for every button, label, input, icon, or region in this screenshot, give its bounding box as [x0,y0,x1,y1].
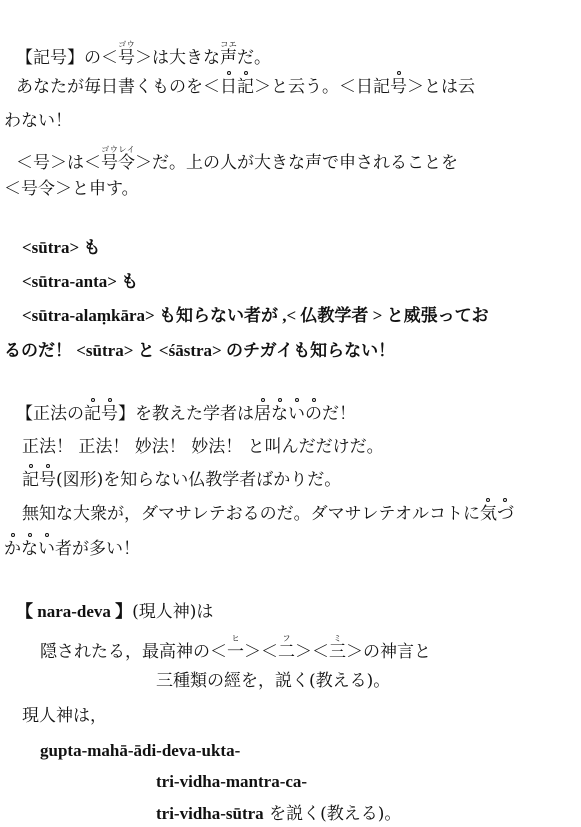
text: 三種類の經を，説く(教える)。 [156,671,391,691]
dotted-char: い [288,404,305,424]
line-13 [22,503,514,525]
line-18 [22,705,107,727]
text: ＜号＞は＜ [16,153,101,173]
ruby-go: 号ゴウ [118,40,135,68]
line-16 [40,634,431,663]
line-2 [16,76,475,98]
text: 者が多い！ [55,539,140,559]
dotted-char: 記 [237,77,254,97]
text: るのだ！ <sūtra> と <śāstra> のチガイも知らない！ [4,341,396,360]
line-5 [4,178,139,200]
text: を説く(教える)。 [263,804,402,824]
text: gupta-mahā-ādi-deva-ukta- [40,741,241,760]
ruby-mi: 三ミ [329,634,346,662]
text: 】を教えた学者は [118,404,254,424]
text: ＞の神言と [346,642,431,662]
dotted-char: 号 [390,77,407,97]
line-6 [22,237,100,259]
line-7 [22,271,138,293]
line-11 [22,436,384,458]
text: 正法！ 正法！ 妙法！ 妙法！ と叫んだだけだ。 [22,437,384,457]
dotted-char: 号 [39,470,56,490]
line-4 [16,145,458,174]
dotted-char: づ [496,504,514,524]
dotted-char: か [4,539,21,559]
line-12 [22,469,341,491]
text: あなたが毎日書くものを＜ [16,77,220,97]
line-15 [16,601,213,623]
text: ＞とは云 [407,77,475,97]
ruby-fu: 二フ [278,634,295,662]
line-3 [4,110,72,132]
text: 現人神は， [22,706,107,726]
text: 【正法の [16,404,84,424]
text: <sūtra-alaṃkāra> も知らない者が ,< 仏教学者 > と威張ってお [22,306,489,325]
text: ＞と云う。＜日記 [254,77,390,97]
text: tri-vidha-sūtra [156,804,264,823]
text: (図形)を知らない仏教学者ばかりだ。 [56,470,342,490]
text: ＞＜ [244,642,278,662]
line-1 [16,40,271,69]
text: (現人神)は [132,602,214,622]
line-14 [4,538,140,560]
dotted-char: 日 [220,77,237,97]
ruby-hi: 一ヒ [227,634,244,662]
ruby-gorei: 号令ゴウレイ [101,145,135,173]
ruby-koe: 声コエ [220,40,237,68]
text: だ。 [237,48,271,68]
text: 隠されたる，最高神の＜ [40,642,227,662]
dotted-char: の [305,404,322,424]
dotted-char: 記 [84,404,101,424]
line-17 [156,670,390,692]
heading-nara-deva: 【 nara-deva 】 [16,602,133,621]
line-20 [156,771,307,793]
line-10 [16,403,356,425]
text: tri-vidha-mantra-ca- [156,772,308,791]
line-8 [22,305,489,327]
text: 【記号】の＜ [16,48,118,68]
text: わない！ [4,111,72,131]
dotted-char: い [38,539,55,559]
dotted-char: 記 [22,470,39,490]
line-9 [4,340,395,362]
text: ＞＜ [295,642,329,662]
line-21 [156,803,401,825]
text: 無知な大衆が，ダマサレテおるのだ。ダマサレテオルコトに [22,504,480,524]
text: だ！ [322,404,356,424]
dotted-char: 気 [479,504,497,524]
dotted-char: 居 [254,404,271,424]
text: ＜号令＞と申す。 [4,179,139,199]
dotted-char: 号 [101,404,118,424]
text: ＞は大きな [135,48,220,68]
text: <sūtra-anta> も [22,272,139,291]
text: ＞だ。上の人が大きな声で申されることを [135,153,458,173]
dotted-char: な [271,404,288,424]
text: <sūtra> も [22,238,101,257]
dotted-char: な [21,539,38,559]
line-19 [40,740,240,762]
